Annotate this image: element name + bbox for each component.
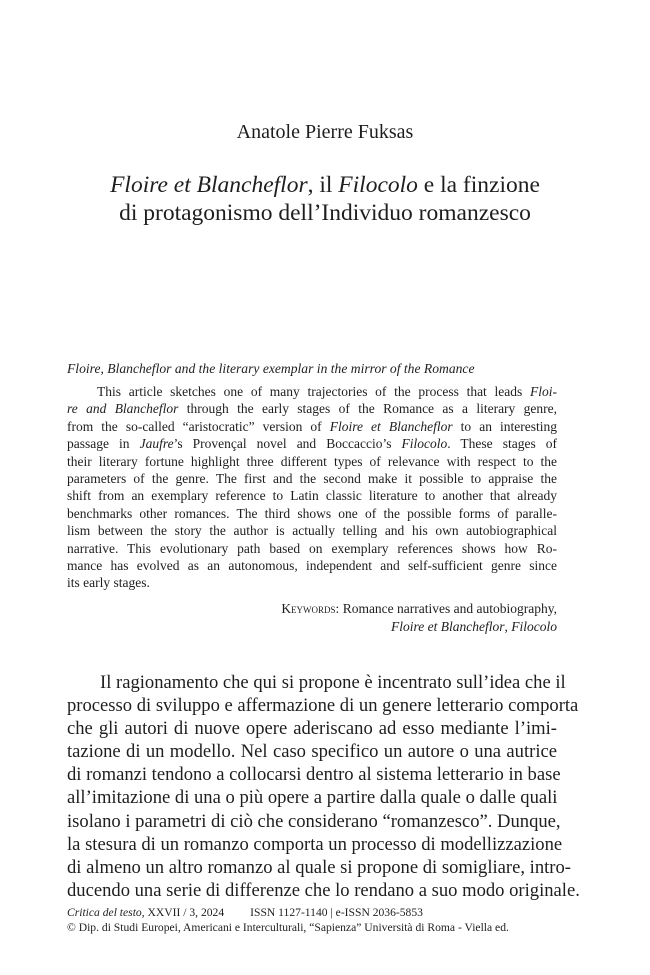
body-line: all’imitazione di una o più opere a partire dalla quale o dalle quali xyxy=(67,787,558,809)
abstract-italic: Floi- xyxy=(530,384,557,399)
keywords xyxy=(281,600,557,636)
body-line: la stesura di un romanzo comporta un processo di modellizzazione xyxy=(67,833,563,855)
abstract-line: narrative. This evolutionary path based on exemplary references shows how Ro- xyxy=(67,540,557,556)
abstract-line: mance has evolved as an autonomous, independent and self-sufficient genre since xyxy=(67,558,557,574)
title-text: e la finzione xyxy=(417,172,540,198)
body-line: che gli autori di nuove opere aderiscano ad esso mediante l’imi- xyxy=(67,718,557,740)
footer-copyright: © Dip. di Studi Europei, Americani e Interculturali, “Sapienza” Università di Roma - Viella ed. xyxy=(67,921,509,934)
abstract-line: shift from an exemplary reference to Latin classic literature to another that already xyxy=(67,488,557,504)
abstract-text: through the early stages of the Romance as a literary genre, xyxy=(178,401,558,417)
title-work-floire: Floire et Blancheflor xyxy=(110,172,308,198)
keywords-label: Keywords: xyxy=(281,601,340,616)
title-text: , il xyxy=(307,172,339,198)
abstract-text: passage in xyxy=(67,436,140,452)
body-line: tazione di un modello. Nel caso specifico un autore o una autrice xyxy=(67,741,557,763)
body-paragraph xyxy=(67,671,580,902)
footer-citation xyxy=(67,905,567,920)
abstract-line: parameters of the genre. The first and the second make it possible to appraise the xyxy=(67,471,557,487)
keyword-filocolo: Filocolo xyxy=(511,619,557,634)
abstract-italic: Filocolo xyxy=(401,436,448,452)
abstract xyxy=(67,383,557,592)
keywords-sep: , xyxy=(504,619,512,634)
abstract-line: benchmarks other romances. The third shows one of the possible forms of paralle- xyxy=(67,505,557,521)
abstract-italic: re and Blancheflor xyxy=(67,401,179,417)
keywords-line-1 xyxy=(281,600,557,618)
page-footer xyxy=(67,905,567,935)
abstract-heading: Floire, Blancheflor and the literary exemplar in the mirror of the Romance xyxy=(67,361,475,376)
abstract-text: ’s Provençal novel and Boccaccio’s xyxy=(173,436,402,452)
abstract-line: its early stages. xyxy=(67,575,150,591)
keywords-text: Romance narratives and autobiography, xyxy=(339,601,557,616)
abstract-line xyxy=(67,383,557,400)
abstract-line: their literary fortune highlight three different types of relevance with respect to the xyxy=(67,453,557,469)
abstract-text: This article sketches one of many trajectories of the process that leads xyxy=(97,384,530,399)
abstract-line xyxy=(67,400,557,417)
abstract-italic: Floire et Blancheflor xyxy=(329,418,453,434)
journal-name: Critica del testo xyxy=(67,906,142,919)
body-line: isolano i parametri di ciò che considerano “romanzesco”. Dunque, xyxy=(67,810,561,832)
abstract-line xyxy=(67,418,557,435)
body-line: di almeno un altro romanzo al quale si propone di somigliare, intro- xyxy=(67,856,571,878)
abstract-line: lism between the story the author is actually telling and his own autobiographical xyxy=(67,523,557,539)
abstract-line xyxy=(67,435,557,452)
title-line-2: di protagonismo dell’Individuo romanzesco xyxy=(119,200,531,226)
title-work-filocolo: Filocolo xyxy=(338,172,418,198)
author-name: Anatole Pierre Fuksas xyxy=(236,121,414,143)
body-line: di romanzi tendono a collocarsi dentro al sistema letterario in base xyxy=(67,764,561,786)
abstract-text: . These stages of xyxy=(447,436,557,452)
article-title xyxy=(60,171,590,227)
abstract-italic: Jaufre xyxy=(139,436,174,452)
journal-issue: , XXVII / 3, 2024 xyxy=(141,906,225,919)
title-line-1 xyxy=(60,171,590,199)
abstract-text: from the so-called “aristocratic” version of xyxy=(67,418,330,434)
keywords-line-2 xyxy=(281,618,557,636)
body-line: Il ragionamento che qui si propone è incentrato sull’idea che il xyxy=(100,672,566,693)
journal-issn: ISSN 1127-1140 | e-ISSN 2036-5853 xyxy=(250,906,423,919)
abstract-text: to an interesting xyxy=(452,418,557,434)
body-line: ducendo una serie di differenze che lo rendano a suo modo originale. xyxy=(67,879,580,901)
body-line: processo di sviluppo e affermazione di un genere letterario comporta xyxy=(67,695,579,717)
keyword-floire: Floire et Blancheflor xyxy=(391,619,505,634)
